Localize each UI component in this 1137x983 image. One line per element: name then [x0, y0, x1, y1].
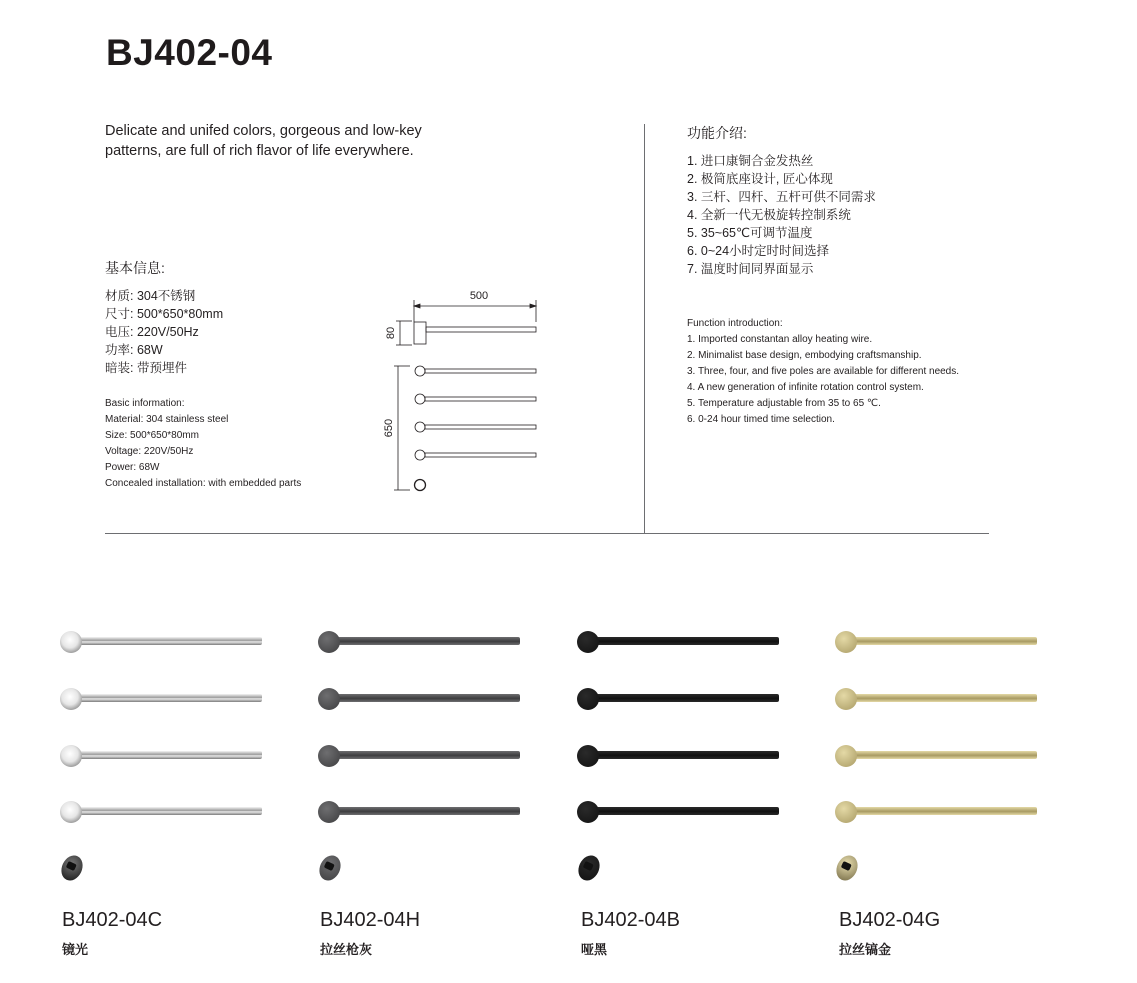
- basic-info-item: 功率: 68W: [105, 343, 163, 357]
- vertical-divider: [644, 124, 645, 534]
- towel-rail-bar: [591, 807, 779, 815]
- basic-info-item: 尺寸: 500*650*80mm: [105, 307, 224, 321]
- function-list: [687, 152, 876, 278]
- variant-model: BJ402-04B: [581, 909, 680, 931]
- rail-end-cap: [577, 631, 599, 653]
- control-knob: [415, 480, 426, 491]
- intro-text: Delicate and unifed colors, gorgeous and low-key patterns, are full of rich flavor of life everywhere.: [105, 123, 422, 159]
- towel-rail-bar: [591, 694, 779, 702]
- rail-end-cap: [60, 745, 82, 767]
- function-en-line: 5. Temperature adjustable from 35 to 65 ℃.: [687, 398, 881, 409]
- towel-rail-bar: [74, 694, 262, 702]
- towel-rail-bar: [849, 694, 1037, 702]
- rail-end-cap: [835, 745, 857, 767]
- control-knob-icon: [315, 852, 344, 884]
- page-title: BJ402-04: [106, 32, 273, 73]
- function-en-line: 1. Imported constantan alloy heating wire.: [687, 334, 873, 345]
- control-display: [841, 861, 852, 871]
- rail-end-cap: [60, 688, 82, 710]
- basic-info-item: 暗装: 带预埋件: [105, 361, 187, 375]
- basic-en-line: Size: 500*650*80mm: [105, 430, 199, 441]
- basic-info-item: 电压: 220V/50Hz: [105, 325, 199, 339]
- variant-model: BJ402-04G: [839, 909, 941, 931]
- variant-model: BJ402-04C: [62, 909, 163, 931]
- horizontal-divider: [105, 533, 989, 534]
- rail-knob: [415, 422, 425, 432]
- rail-end-cap: [318, 688, 340, 710]
- basic-info-item: 材质: 304不锈钢: [105, 289, 196, 303]
- basic-en-line: Voltage: 220V/50Hz: [105, 446, 194, 457]
- rail: [425, 397, 536, 401]
- rail-end-cap: [60, 801, 82, 823]
- function-en-line: Function introduction:: [687, 318, 783, 329]
- control-display: [583, 861, 594, 871]
- variant-finish: 拉丝镐金: [839, 942, 892, 957]
- side-view-rail: [426, 327, 536, 332]
- variant-finish: 哑黑: [581, 942, 608, 957]
- function-en-line: 3. Three, four, and five poles are available for different needs.: [687, 366, 960, 377]
- towel-rail-bar: [74, 637, 262, 645]
- width-label: 500: [469, 290, 489, 302]
- towel-rail-bar: [591, 751, 779, 759]
- towel-rail-bar: [849, 751, 1037, 759]
- function-item: 2. 极简底座设计, 匠心体现: [687, 172, 833, 186]
- towel-rail-bar: [849, 807, 1037, 815]
- height-label: 650: [383, 418, 395, 438]
- rail: [425, 369, 536, 373]
- towel-rail-bar: [74, 807, 262, 815]
- rail-end-cap: [835, 631, 857, 653]
- rail: [425, 425, 536, 429]
- function-en-line: 2. Minimalist base design, embodying craftsmanship.: [687, 350, 922, 361]
- function-item: 7. 温度时间同界面显示: [687, 262, 814, 276]
- rail-end-cap: [577, 688, 599, 710]
- function-item: 3. 三杆、四杆、五杆可供不同需求: [687, 190, 876, 204]
- function-en-line: 4. A new generation of infinite rotation control system.: [687, 382, 924, 393]
- control-display: [324, 861, 335, 871]
- function-heading: 功能介绍:: [687, 125, 747, 141]
- towel-rail-bar: [332, 694, 520, 702]
- rail-end-cap: [60, 631, 82, 653]
- rail-end-cap: [318, 801, 340, 823]
- variant-finish: 镜光: [62, 942, 89, 957]
- towel-rail-bar: [332, 751, 520, 759]
- basic-info-heading: 基本信息:: [105, 260, 165, 276]
- function-item: 1. 进口康铜合金发热丝: [687, 154, 814, 168]
- rail-knob: [415, 394, 425, 404]
- rail-end-cap: [835, 688, 857, 710]
- basic-en-line: Material: 304 stainless steel: [105, 414, 229, 425]
- basic-info-english: [105, 396, 301, 492]
- rail-end-cap: [577, 745, 599, 767]
- control-knob-icon: [57, 852, 86, 884]
- side-view-base: [414, 322, 426, 344]
- rail-end-cap: [835, 801, 857, 823]
- function-english: [687, 316, 959, 428]
- towel-rail-bar: [591, 637, 779, 645]
- towel-rail-bar: [74, 751, 262, 759]
- basic-en-line: Basic information:: [105, 398, 185, 409]
- control-display: [66, 861, 77, 871]
- rail-end-cap: [577, 801, 599, 823]
- rail-knob: [415, 450, 425, 460]
- function-item: 5. 35~65℃可调节温度: [687, 226, 813, 240]
- variant-model: BJ402-04H: [320, 909, 421, 931]
- rail-end-cap: [318, 631, 340, 653]
- basic-en-line: Concealed installation: with embedded parts: [105, 478, 302, 489]
- dimension-diagram: [376, 284, 546, 496]
- function-item: 6. 0~24小时定时时间选择: [687, 244, 830, 258]
- control-knob-icon: [832, 852, 861, 884]
- depth-label: 80: [385, 326, 397, 340]
- basic-en-line: Power: 68W: [105, 462, 160, 473]
- function-item: 4. 全新一代无极旋转控制系统: [687, 208, 851, 222]
- basic-info-list: [105, 287, 223, 377]
- rail-knob: [415, 366, 425, 376]
- towel-rail-bar: [332, 637, 520, 645]
- control-knob-icon: [574, 852, 603, 884]
- variant-finish: 拉丝枪灰: [320, 942, 373, 957]
- function-en-line: 6. 0-24 hour timed time selection.: [687, 414, 835, 425]
- rail: [425, 453, 536, 457]
- rail-end-cap: [318, 745, 340, 767]
- towel-rail-bar: [332, 807, 520, 815]
- towel-rail-bar: [849, 637, 1037, 645]
